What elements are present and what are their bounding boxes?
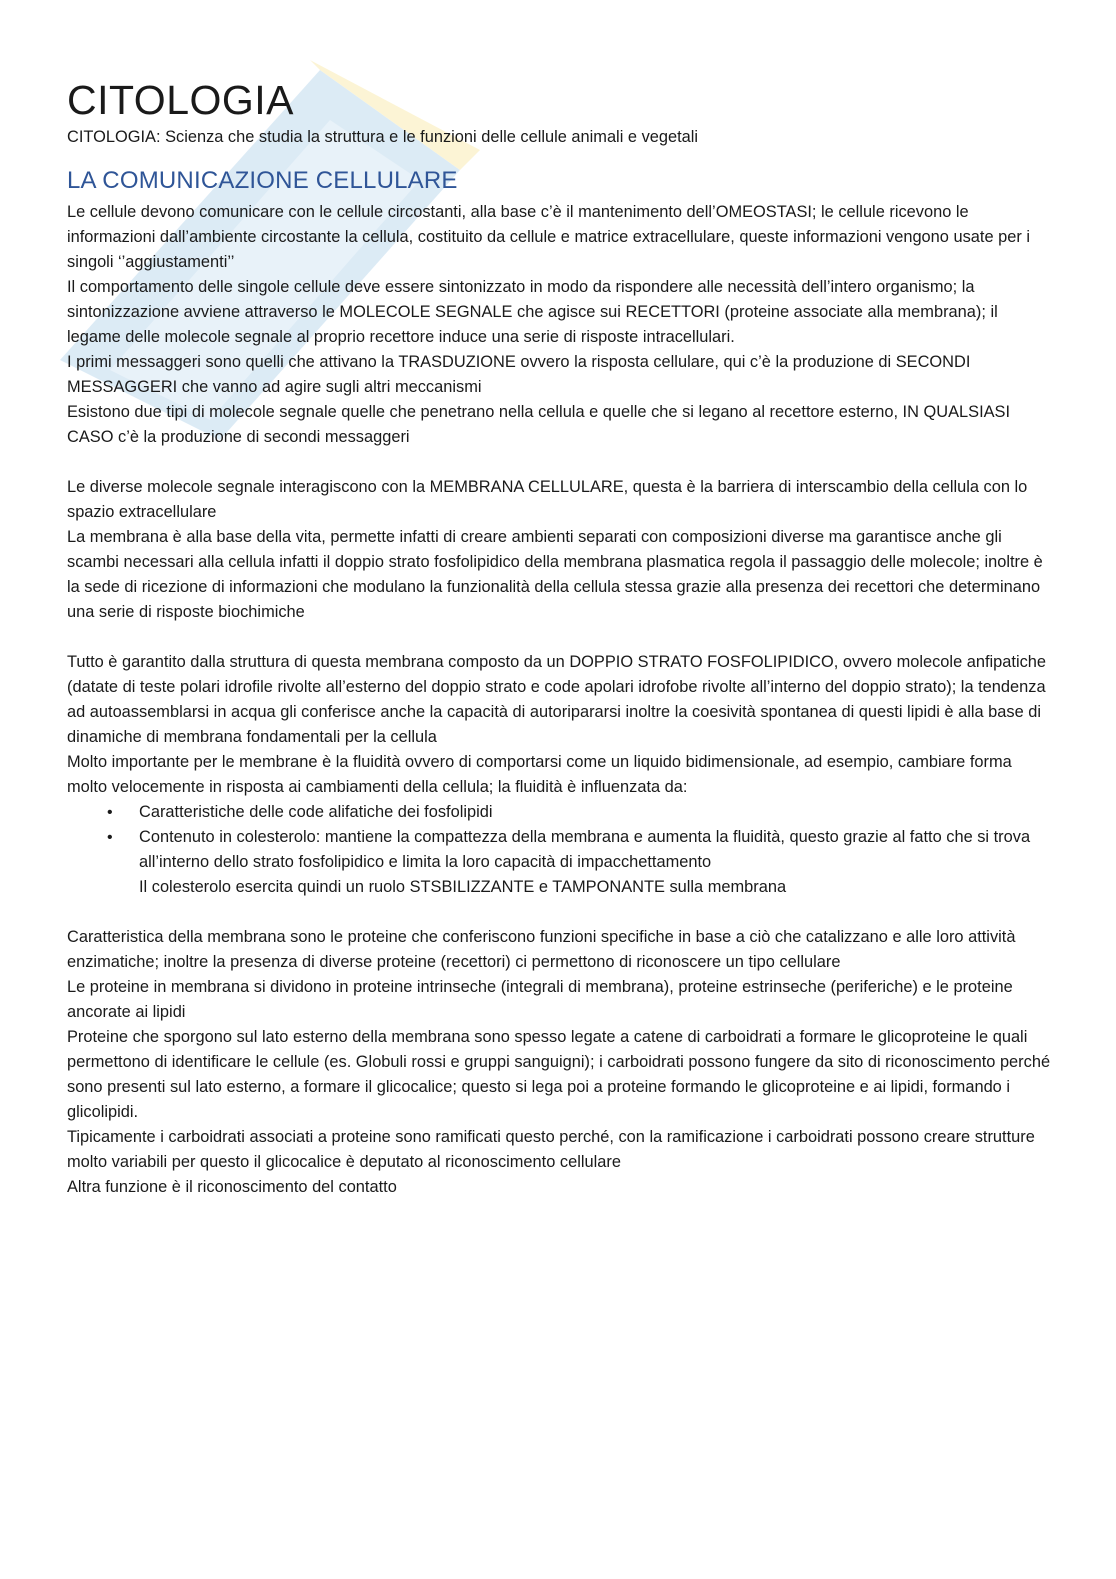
paragraph: Le cellule devono comunicare con le cellule circostanti, alla base c’è il mantenimento dell’OMEOSTASI; le cellule ricevono le informazioni dall’ambiente circostante la cellula, costituito da cellule e matrice extracellulare, queste informazioni vengono usate per i singoli ‘’aggiustamenti’’ [67, 203, 1030, 271]
page-subtitle: CITOLOGIA: Scienza che studia la struttura e le funzioni delle cellule animali e vegetali [67, 128, 699, 146]
page-title: CITOLOGIA [67, 77, 295, 123]
bullet-icon: • [107, 804, 113, 821]
paragraph: Esistono due tipi di molecole segnale quelle che penetrano nella cellula e quelle che si legano al recettore esterno, IN QUALSIASI CASO c’è la produzione di secondi messaggeri [67, 403, 1011, 446]
paragraph: Le diverse molecole segnale interagiscono con la MEMBRANA CELLULARE, questa è la barriera di interscambio della cellula con lo spazio extracellulare [67, 478, 1028, 521]
document-page [67, 75, 1052, 1200]
list-item-text: Contenuto in colesterolo: mantiene la compattezza della membrana e aumenta la fluidità, questo grazie al fatto che si trova all’interno dello strato fosfolipidico e limita la loro capacità di impacchettamento [139, 828, 1031, 871]
paragraph-group-2 [67, 475, 1052, 625]
paragraph: Proteine che sporgono sul lato esterno della membrana sono spesso legate a catene di carboidrati a formare le glicoproteine le quali permettono di identificare le cellule (es. Globuli rossi e gruppi sanguigni); i carboidrati possono fungere da sito di riconoscimento perché sono presenti sul lato esterno, a formare il glicocalice; questo si lega poi a proteine formando le glicoproteine e ai lipidi, formando i glicolipidi. [67, 1028, 1051, 1121]
paragraph: I primi messaggeri sono quelli che attivano la TRASDUZIONE ovvero la risposta cellulare, qui c’è la produzione di SECONDI MESSAGGERI che vanno ad agire sugli altri meccanismi [67, 353, 971, 396]
paragraph: Tutto è garantito dalla struttura di questa membrana composto da un DOPPIO STRATO FOSFOLIPIDICO, ovvero molecole anfipatiche (datate di teste polari idrofile rivolte all’esterno del doppio strato e code apolari idrofobe rivolte all’interno del doppio strato); la tendenza ad autoassemblarsi in acqua gli conferisce anche la capacità di autoripararsi inoltre la coesività spontanea di questi lipidi è alla base di dinamiche di membrana fondamentali per la cellula [67, 653, 1047, 746]
list-item-text: Caratteristiche delle code alifatiche dei fosfolipidi [139, 803, 493, 821]
paragraph: Molto importante per le membrane è la fluidità ovvero di comportarsi come un liquido bidimensionale, ad esempio, cambiare forma molto velocemente in risposta ai cambiamenti della cellula; la fluidità è influenzata da: [67, 753, 1012, 796]
paragraph: La membrana è alla base della vita, permette infatti di creare ambienti separati con composizioni diverse ma garantisce anche gli scambi necessari alla cellula infatti il doppio strato fosfolipidico della membrana plasmatica regola il passaggio delle molecole; inoltre è la sede di ricezione di informazioni che modulano la funzionalità della cellula stessa grazie alla presenza dei recettori che determinano una serie di risposte biochimiche [67, 528, 1043, 621]
paragraph: Il comportamento delle singole cellule deve essere sintonizzato in modo da rispondere alle necessità dell’intero organismo; la sintonizzazione avviene attraverso le MOLECOLE SEGNALE che agisce sui RECETTORI (proteine associate alla membrana); il legame delle molecole segnale al proprio recettore induce una serie di risposte intracellulari. [67, 278, 998, 346]
list-item [107, 800, 1052, 825]
list-item-extra-text: Il colesterolo esercita quindi un ruolo STSBILIZZANTE e TAMPONANTE sulla membrana [139, 878, 787, 896]
paragraph-group-3 [67, 650, 1052, 800]
paragraph: Le proteine in membrana si dividono in proteine intrinseche (integrali di membrana), proteine estrinseche (periferiche) e le proteine ancorate ai lipidi [67, 978, 1013, 1021]
paragraph-group-4 [67, 925, 1052, 1200]
bullet-icon: • [107, 829, 113, 846]
section-heading: LA COMUNICAZIONE CELLULARE [67, 167, 458, 194]
list-item [107, 825, 1052, 900]
paragraph: Tipicamente i carboidrati associati a proteine sono ramificati questo perché, con la ramificazione i carboidrati possono creare strutture molto variabili per questo il glicocalice è deputato al riconoscimento cellulare [67, 1128, 1035, 1171]
paragraph: Altra funzione è il riconoscimento del contatto [67, 1178, 397, 1196]
paragraph: Caratteristica della membrana sono le proteine che conferiscono funzioni specifiche in base a ciò che catalizzano e alle loro attività enzimatiche; inoltre la presenza di diverse proteine (recettori) ci permettono di riconoscere un tipo cellulare [67, 928, 1016, 971]
paragraph-group-1 [67, 200, 1052, 450]
bullet-list [67, 800, 1052, 900]
